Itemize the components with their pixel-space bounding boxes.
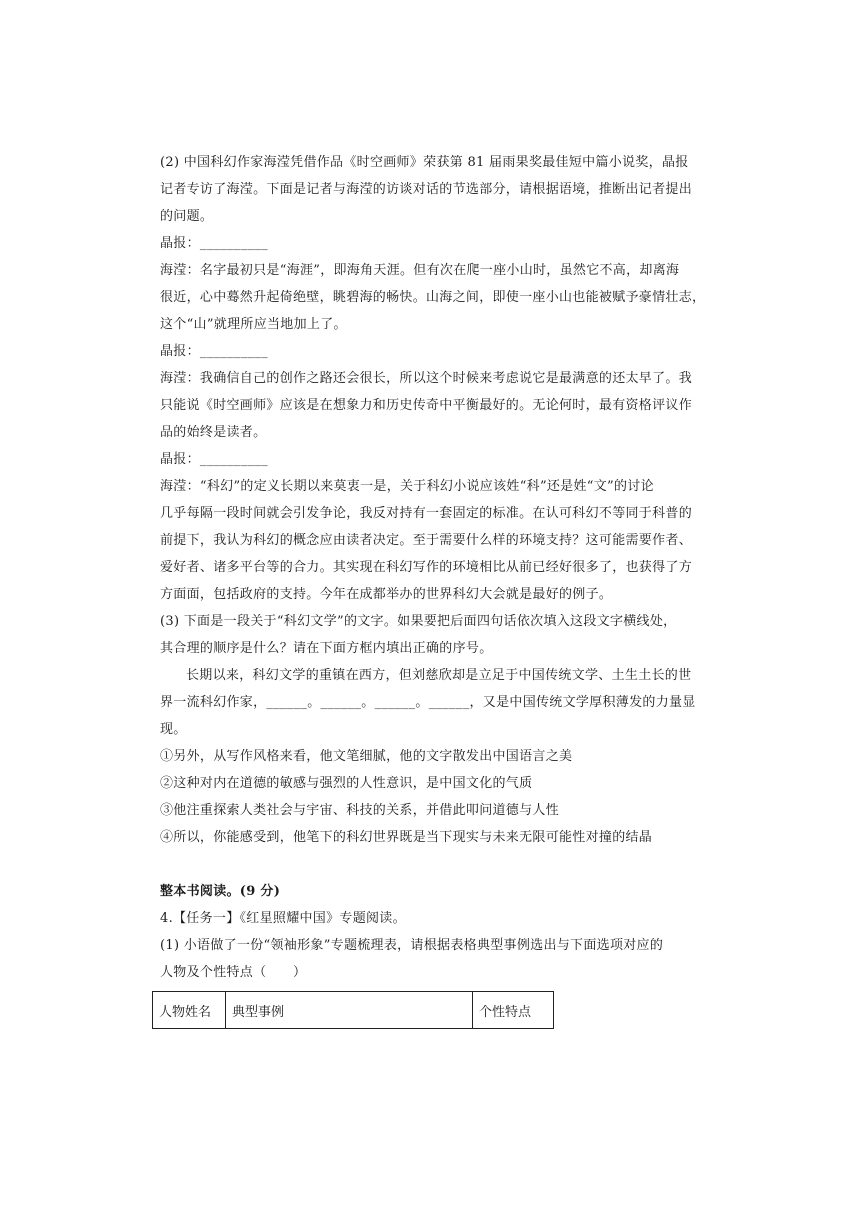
interview-answer-2-line-3: 品的始终是读者。	[160, 425, 267, 440]
table-header-row	[153, 992, 554, 1029]
q3-option-3: ③他注重探索人类社会与宇宙、科技的关系，并借此叩问道德与人性	[160, 803, 560, 818]
table-header-name: 人物姓名	[153, 992, 226, 1029]
q3-intro-line-1: (3) 下面是一段关于“科幻文学”的文字。如果要把后面四句话依次填入这段文字横线处，	[160, 614, 677, 629]
task-title: 4.【任务一】《红星照耀中国》专题阅读。	[160, 911, 406, 926]
interview-answer-2-line-1: 海滢：我确信自己的创作之路还会很长，所以这个时候来考虑说它是最满意的还太早了。我	[160, 371, 693, 386]
section-heading: 整本书阅读。(9 分)	[160, 884, 281, 899]
q3-option-2: ②这种对内在道德的敏感与强烈的人性意识，是中国文化的气质	[160, 776, 533, 791]
interview-question-blank-3: 晶报：__________	[160, 452, 268, 467]
q3-passage-line-1: 长期以来，科幻文学的重镇在西方，但刘慈欣却是立足于中国传统文学、土生土长的世	[186, 668, 692, 683]
interview-answer-3-line-2: 几乎每隔一段时间就会引发争论，我反对持有一套固定的标准。在认可科幻不等同于科普的	[160, 506, 693, 521]
interview-answer-3-line-1: 海滢：“科幻”的定义长期以来莫衷一是，关于科幻小说应该姓“科”还是姓“文”的讨论	[160, 479, 654, 494]
interview-answer-3-line-5: 方面面，包括政府的支持。今年在成都举办的世界科幻大会就是最好的例子。	[160, 587, 613, 602]
interview-answer-1-line-3: 这个“山”就理所应当地加上了。	[160, 317, 347, 332]
interview-answer-3-line-3: 前提下，我认为科幻的概念应由读者决定。至于需要什么样的环境支持？这可能需要作者、	[160, 533, 693, 548]
table-header-example: 典型事例	[226, 992, 473, 1029]
table-header-trait: 个性特点	[473, 992, 554, 1029]
interview-answer-2-line-2: 只能说《时空画师》应该是在想象力和历史传奇中平衡最好的。无论何时，最有资格评议作	[160, 398, 693, 413]
q3-option-4: ④所以，你能感受到，他笔下的科幻世界既是当下现实与未来无限可能性对撞的结晶	[160, 830, 653, 845]
interview-question-blank-1: 晶报：__________	[160, 236, 268, 251]
interview-answer-1-line-1: 海滢：名字最初只是“海涯”，即海角天涯。但有次在爬一座小山时，虽然它不高，却离海	[160, 263, 680, 278]
q2-intro-line-2: 记者专访了海滢。下面是记者与海滢的访谈对话的节选部分，请根据语境，推断出记者提出	[160, 182, 693, 197]
q3-option-1: ①另外，从写作风格来看，他文笔细腻，他的文字散发出中国语言之美	[160, 749, 573, 764]
q3-intro-line-2: 其合理的顺序是什么？请在下面方框内填出正确的序号。	[160, 641, 493, 656]
q3-passage-line-2: 界一流科幻作家，______。______。______。______，又是中国传统文学厚积薄发的力量显	[160, 695, 696, 710]
q2-intro-line-3: 的问题。	[160, 209, 214, 224]
leader-image-table	[152, 991, 554, 1029]
q3-passage-line-3: 现。	[160, 722, 187, 737]
interview-answer-3-line-4: 爱好者、诸多平台等的合力。其实现在科幻写作的环境相比从前已经好很多了，也获得了方	[160, 560, 693, 575]
interview-question-blank-2: 晶报：__________	[160, 344, 268, 359]
task-question-line-2: 人物及个性特点（ ）	[160, 965, 307, 980]
interview-answer-1-line-2: 很近，心中蓦然升起倚绝壁，眺碧海的畅快。山海之间，即使一座小山也能被赋予豪情壮志，	[160, 290, 706, 305]
q2-intro-line-1: (2) 中国科幻作家海滢凭借作品《时空画师》荣获第 81 届雨果奖最佳短中篇小说奖，晶报	[160, 155, 689, 170]
task-question-line-1: (1) 小语做了一份“领袖形象”专题梳理表，请根据表格典型事例选出与下面选项对应的	[160, 938, 664, 953]
